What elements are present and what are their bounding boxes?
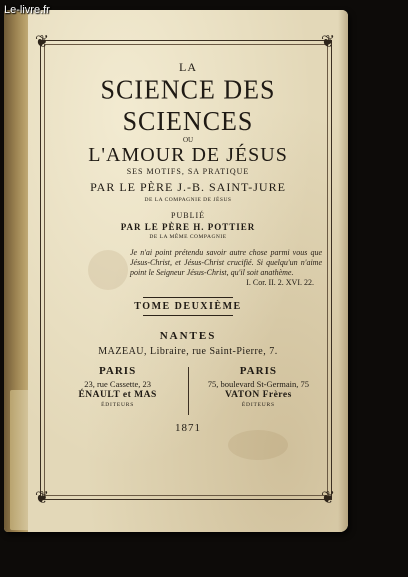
left-editor [50,365,185,408]
volume-rule-top [143,297,233,298]
volume-label: TOME DEUXIÈME [134,301,242,312]
epigraph: Je n'ai point prétendu savoir autre chose parmi vous que Jésus-Christ, et Jésus-Christ crucifié. Si quelqu'un n'aime point le Seigneur Jésus-Christ, qu'il soit anathème. [130,248,322,277]
spine-wear [10,390,30,530]
imprint-publisher: MAZEAU, Libraire, rue Saint-Pierre, 7. [98,346,278,357]
title-block [50,56,326,434]
right-city: PARIS [239,365,277,377]
imprint-city: NANTES [159,330,217,342]
author-line: PAR LE PÈRE J.-B. SAINT-JURE [90,180,286,194]
left-role: ÉDITEURS [101,402,135,408]
left-address: 23, rue Cassette, 23 [84,379,152,389]
fleuron-icon: ❦ [320,488,336,507]
fleuron-icon: ❦ [34,488,50,507]
main-title: SCIENCE DES SCIENCES [100,74,276,137]
left-city: PARIS [99,365,137,377]
column-divider [188,367,189,415]
subtitle: L'AMOUR DE JÉSUS [88,144,288,166]
page-edge-shadow [338,10,348,532]
published-by: PUBLIÉ [171,211,205,220]
fleuron-icon: ❦ [34,32,50,51]
right-address: 75, boulevard St-Germain, 75 [207,379,310,389]
watermark: Le-livre.fr [4,4,50,16]
editor-line: PAR LE PÈRE H. POTTIER [120,222,256,232]
paris-editors [50,365,326,408]
editor-affiliation: DE LA MÊME COMPAGNIE [149,234,227,240]
publication-year: 1871 [175,422,201,434]
book-cover [4,10,348,532]
title-article: LA [179,60,197,74]
author-affiliation: DE LA COMPAGNIE DE JÉSUS [144,197,232,203]
title-conjunction: OU [182,136,194,144]
epigraph-reference: I. Cor. II. 2. XVI. 22. [246,278,314,287]
left-name: ÉNAULT et MAS [78,390,157,400]
right-role: ÉDITEURS [241,402,275,408]
right-editor [191,365,326,408]
right-name: VATON Frères [224,390,292,400]
fleuron-icon: ❦ [320,32,336,51]
volume-rule-bottom [143,315,233,316]
subtitle-detail: SES MOTIFS, SA PRATIQUE [126,167,250,176]
title-page [28,10,348,532]
